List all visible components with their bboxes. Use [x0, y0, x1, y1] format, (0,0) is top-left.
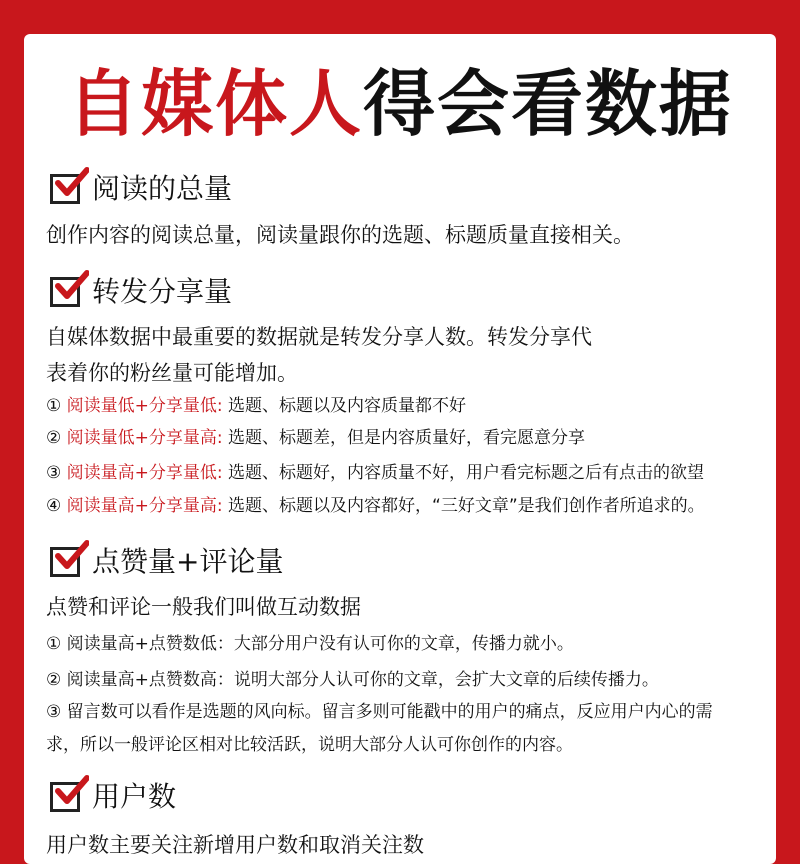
section-heading-share	[50, 274, 232, 310]
section-body-line: 自媒体数据中最重要的数据就是转发分享人数。转发分享代	[46, 325, 592, 349]
checkbox-check-icon	[50, 174, 80, 204]
item-number: ①	[46, 634, 62, 654]
section-heading-reading-total	[50, 171, 232, 207]
item-text: 阅读量高+点赞数低：大部分用户没有认可你的文章，传播力就小。	[66, 634, 574, 654]
page-title	[24, 54, 776, 154]
list-item	[46, 393, 466, 419]
section-heading-text: 转发分享量	[92, 275, 233, 308]
section-body-line: 用户数主要关注新增用户数和取消关注数	[46, 833, 424, 857]
item-text: 求，所以一般评论区相对比较活跃，说明大部分人认可你创作的内容。	[46, 735, 573, 755]
section-body-line: 点赞和评论一般我们叫做互动数据	[46, 595, 361, 619]
item-highlight: 阅读量高+分享量高:	[66, 496, 223, 516]
title-black-part: 得会看数据	[363, 61, 734, 146]
section-heading-likes-comments	[50, 544, 283, 580]
section-body-line: 创作内容的阅读总量，阅读量跟你的选题、标题质量直接相关。	[46, 223, 634, 247]
item-text: 留言数可以看作是选题的风向标。留言多则可能戳中的用户的痛点，反应用户内心的需	[66, 702, 713, 722]
list-item	[46, 631, 574, 657]
item-text: 选题、标题差，但是内容质量好，看完愿意分享	[228, 428, 586, 448]
list-item	[46, 699, 713, 725]
section-heading-text: 阅读的总量	[92, 172, 233, 205]
list-item	[46, 667, 659, 693]
title-red-part: 自媒体人	[66, 61, 363, 146]
item-highlight: 阅读量高+分享量低:	[66, 463, 223, 483]
item-text: 选题、标题以及内容都好，“三好文章”是我们创作者所追求的。	[228, 496, 705, 516]
item-highlight: 阅读量低+分享量高:	[66, 428, 223, 448]
section-heading-text: 用户数	[92, 780, 177, 813]
checkbox-check-icon	[50, 277, 80, 307]
item-number: ②	[46, 670, 62, 690]
item-number: ④	[46, 496, 62, 516]
item-text: 阅读量高+点赞数高：说明大部分人认可你的文章，会扩大文章的后续传播力。	[66, 670, 659, 690]
item-text: 选题、标题好，内容质量不好，用户看完标题之后有点击的欲望	[228, 463, 705, 483]
section-heading-users	[50, 779, 176, 815]
content-card	[24, 34, 776, 864]
list-item	[46, 460, 704, 486]
item-highlight: 阅读量低+分享量低:	[66, 396, 223, 416]
item-number: ③	[46, 463, 62, 483]
section-heading-text: 点赞量+评论量	[92, 545, 284, 578]
list-item-continuation	[46, 732, 573, 758]
checkbox-check-icon	[50, 547, 80, 577]
section-body-line: 表着你的粉丝量可能增加。	[46, 361, 298, 385]
list-item	[46, 425, 585, 451]
checkbox-check-icon	[50, 782, 80, 812]
list-item	[46, 493, 705, 519]
item-number: ②	[46, 428, 62, 448]
item-number: ①	[46, 396, 62, 416]
item-number: ③	[46, 702, 62, 722]
item-text: 选题、标题以及内容质量都不好	[228, 396, 467, 416]
